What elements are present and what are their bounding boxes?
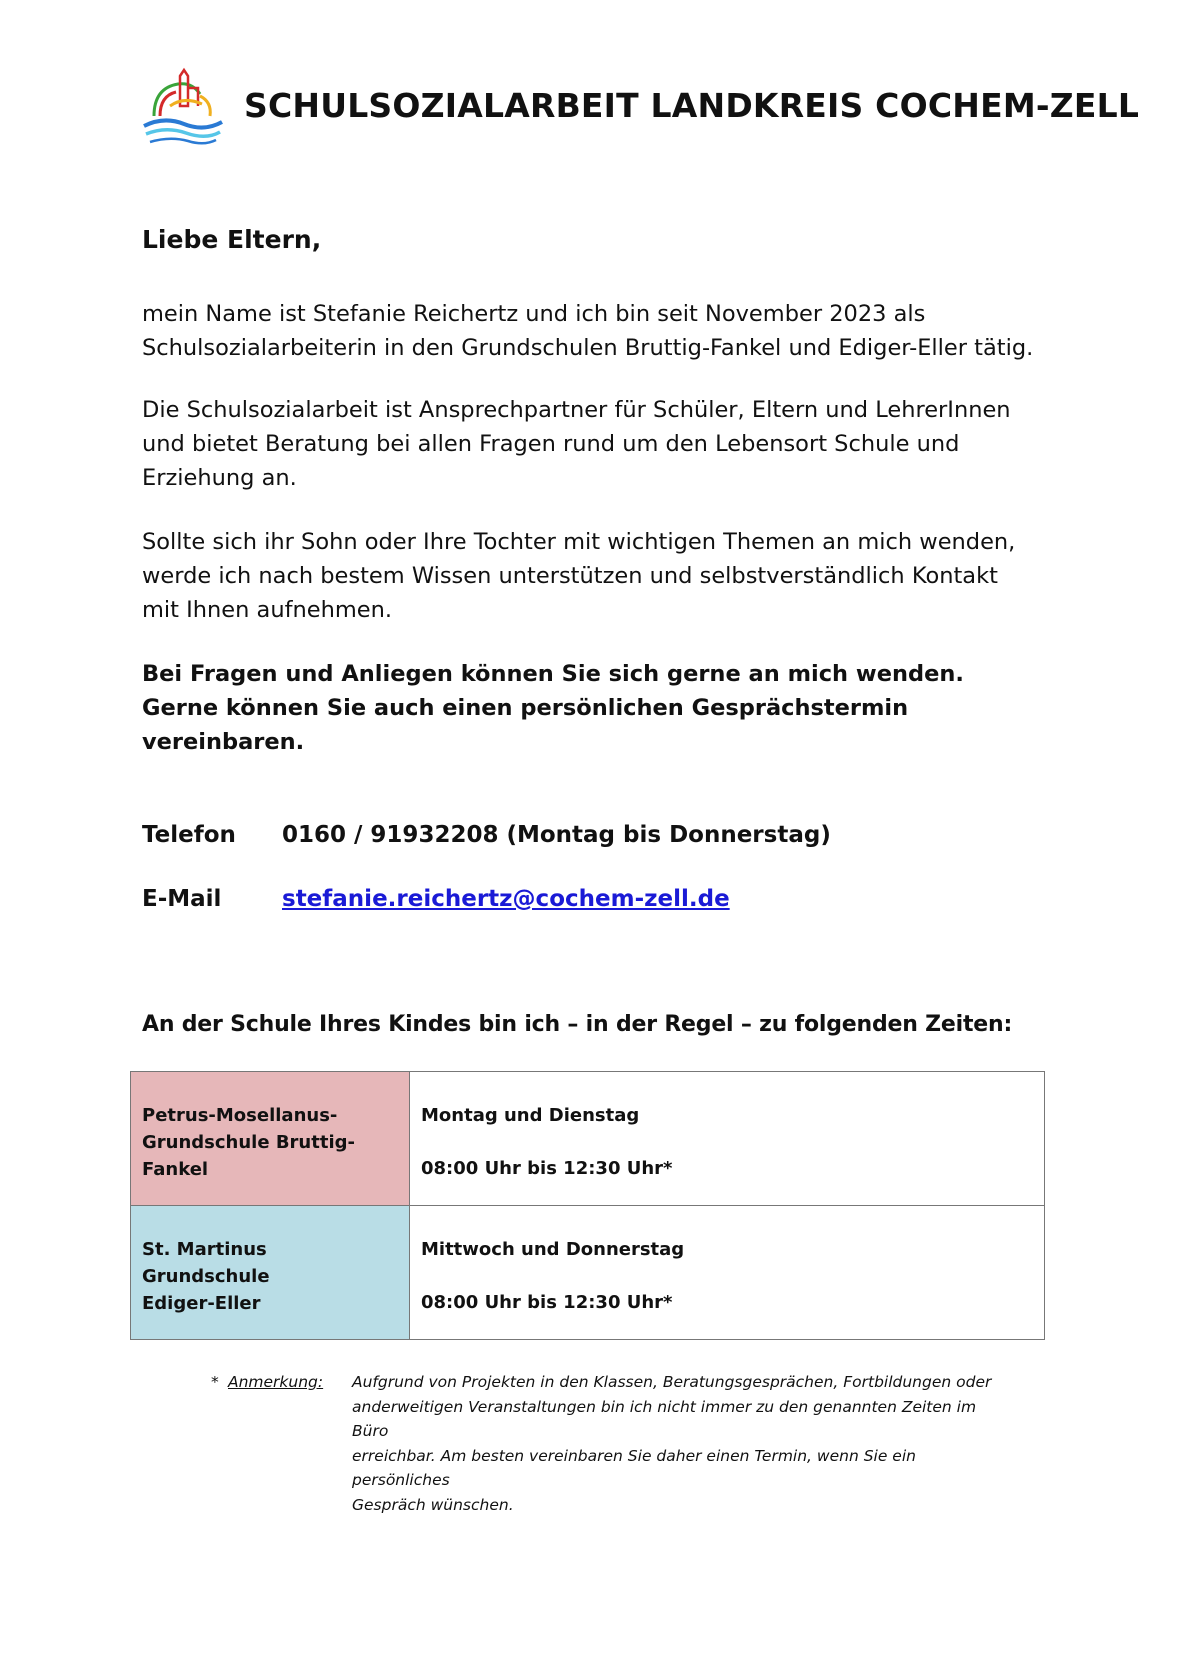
table-row bbox=[131, 1072, 1045, 1206]
phone-value: 0160 / 91932208 (Montag bis Donnerstag) bbox=[282, 822, 831, 848]
email-label: E-Mail bbox=[142, 886, 222, 912]
intro-paragraph: mein Name ist Stefanie Reichertz und ich bin seit November 2023 als Schulsozialarbeiterin in den Grundschulen Bruttig-Fankel und Ediger-Eller tätig. bbox=[142, 301, 1034, 361]
footnote-marker: * bbox=[211, 1373, 219, 1391]
school-name-line: St. Martinus Grundschule bbox=[142, 1239, 270, 1287]
phone-row bbox=[142, 822, 831, 848]
footnote-line: anderweitigen Veranstaltungen bin ich nicht immer zu den genannten Zeiten im Büro bbox=[352, 1397, 977, 1440]
email-row bbox=[142, 886, 730, 912]
schedule-hours: 08:00 Uhr bis 12:30 Uhr* bbox=[421, 1292, 673, 1313]
appointment-paragraph: Bei Fragen und Anliegen können Sie sich gerne an mich wenden. Gerne können Sie auch einen persönlichen Gesprächstermin vereinbaren. bbox=[142, 661, 964, 755]
phone-label: Telefon bbox=[142, 822, 236, 848]
school-name-line: Ediger-Eller bbox=[142, 1293, 261, 1314]
email-link[interactable]: stefanie.reichertz@cochem-zell.de bbox=[282, 886, 730, 912]
page-title: SCHULSOZIALARBEIT LANDKREIS COCHEM-ZELL bbox=[244, 86, 1140, 125]
district-logo bbox=[140, 66, 226, 152]
footnote-text bbox=[352, 1370, 992, 1517]
schedule-hours: 08:00 Uhr bis 12:30 Uhr* bbox=[421, 1158, 673, 1179]
table-row bbox=[131, 1206, 1045, 1340]
schedule-heading: An der Schule Ihres Kindes bin ich – in der Regel – zu folgenden Zeiten: bbox=[142, 1012, 1013, 1037]
role-paragraph: Die Schulsozialarbeit ist Ansprechpartner für Schüler, Eltern und LehrerInnen und bietet Beratung bei allen Fragen rund um den Lebensort Schule und Erziehung an. bbox=[142, 397, 1011, 491]
footnote-line: Aufgrund von Projekten in den Klassen, Beratungsgesprächen, Fortbildungen oder bbox=[352, 1373, 992, 1391]
times-cell bbox=[410, 1072, 1045, 1206]
school-name-line: Petrus-Mosellanus- bbox=[142, 1105, 338, 1126]
support-paragraph: Sollte sich ihr Sohn oder Ihre Tochter mit wichtigen Themen an mich wenden, werde ich nach bestem Wissen unterstützen und selbstverständlich Kontakt mit Ihnen aufnehmen. bbox=[142, 529, 1016, 623]
school-cell bbox=[131, 1206, 410, 1340]
school-name-line: Grundschule Bruttig-Fankel bbox=[142, 1132, 355, 1180]
greeting: Liebe Eltern, bbox=[142, 225, 322, 254]
schedule-days: Mittwoch und Donnerstag bbox=[421, 1239, 685, 1260]
schedule-days: Montag und Dienstag bbox=[421, 1105, 640, 1126]
footnote-line: erreichbar. Am besten vereinbaren Sie daher einen Termin, wenn Sie ein persönliches bbox=[352, 1446, 916, 1489]
footnote-label: Anmerkung: bbox=[228, 1373, 324, 1391]
times-cell bbox=[410, 1206, 1045, 1340]
schedule-table bbox=[130, 1071, 1045, 1340]
footnote-line: Gespräch wünschen. bbox=[352, 1495, 514, 1514]
school-cell bbox=[131, 1072, 410, 1206]
